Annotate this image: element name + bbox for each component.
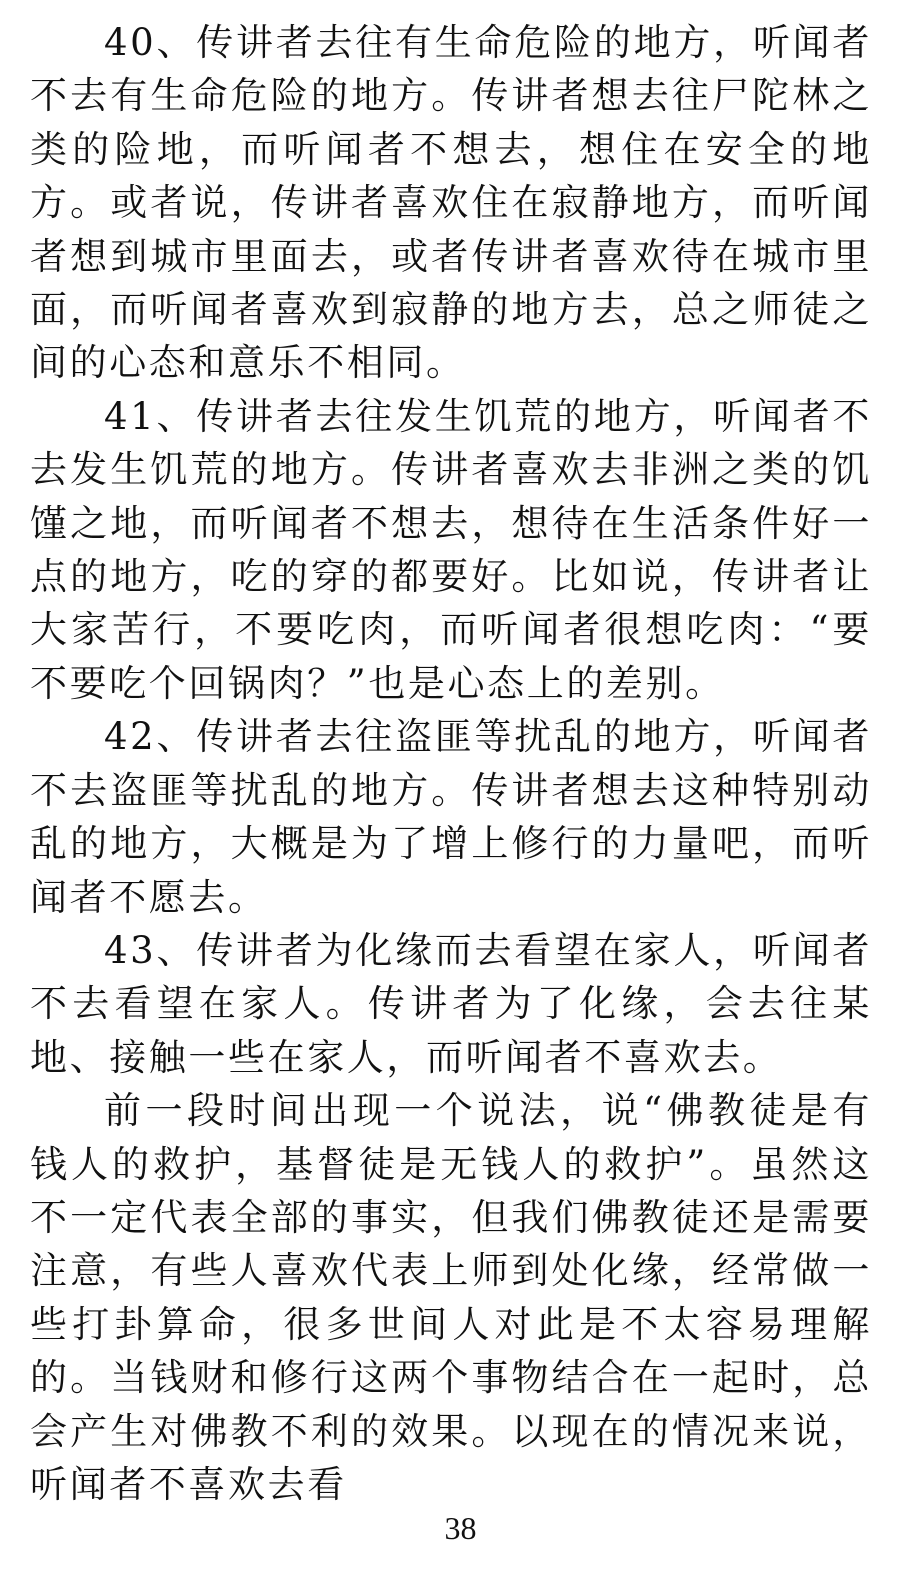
paragraph-40: 40、传讲者去往有生命危险的地方，听闻者不去有生命危险的地方。传讲者想去往尸陀林之类的险地，而听闻者不想去，想住在安全的地方。或者说，传讲者喜欢住在寂静地方，而听闻者想到城市里面去，或者传讲者喜欢待在城市里面，而听闻者喜欢到寂静的地方去，总之师徒之间的心态和意乐不相同。 <box>30 21 872 385</box>
page-number: 38 <box>444 1510 477 1546</box>
paragraph-commentary: 前一段时间出现一个说法，说“佛教徒是有钱人的救护，基督徒是无钱人的救护”。虽然这不一定代表全部的事实，但我们佛教徒还是需要注意，有些人喜欢代表上师到处化缘，经常做一些打卦算命，很多世间人对此是不太容易理解的。当钱财和修行这两个事物结合在一起时，总会产生对佛教不利的效果。以现在的情况来说，听闻者不喜欢去看 <box>30 1089 872 1506</box>
paragraph-41: 41、传讲者去往发生饥荒的地方，听闻者不去发生饥荒的地方。传讲者喜欢去非洲之类的饥馑之地，而听闻者不想去，想待在生活条件好一点的地方，吃的穿的都要好。比如说，传讲者让大家苦行，不要吃肉，而听闻者很想吃肉：“要不要吃个回锅肉？”也是心态上的差别。 <box>30 394 872 705</box>
paragraph-42: 42、传讲者去往盗匪等扰乱的地方，听闻者不去盗匪等扰乱的地方。传讲者想去这种特别动乱的地方，大概是为了增上修行的力量吧，而听闻者不愿去。 <box>30 715 872 919</box>
paragraph-43: 43、传讲者为化缘而去看望在家人，听闻者不去看望在家人。传讲者为了化缘，会去往某地、接触一些在家人，而听闻者不喜欢去。 <box>30 928 872 1079</box>
body-text <box>30 16 872 1511</box>
